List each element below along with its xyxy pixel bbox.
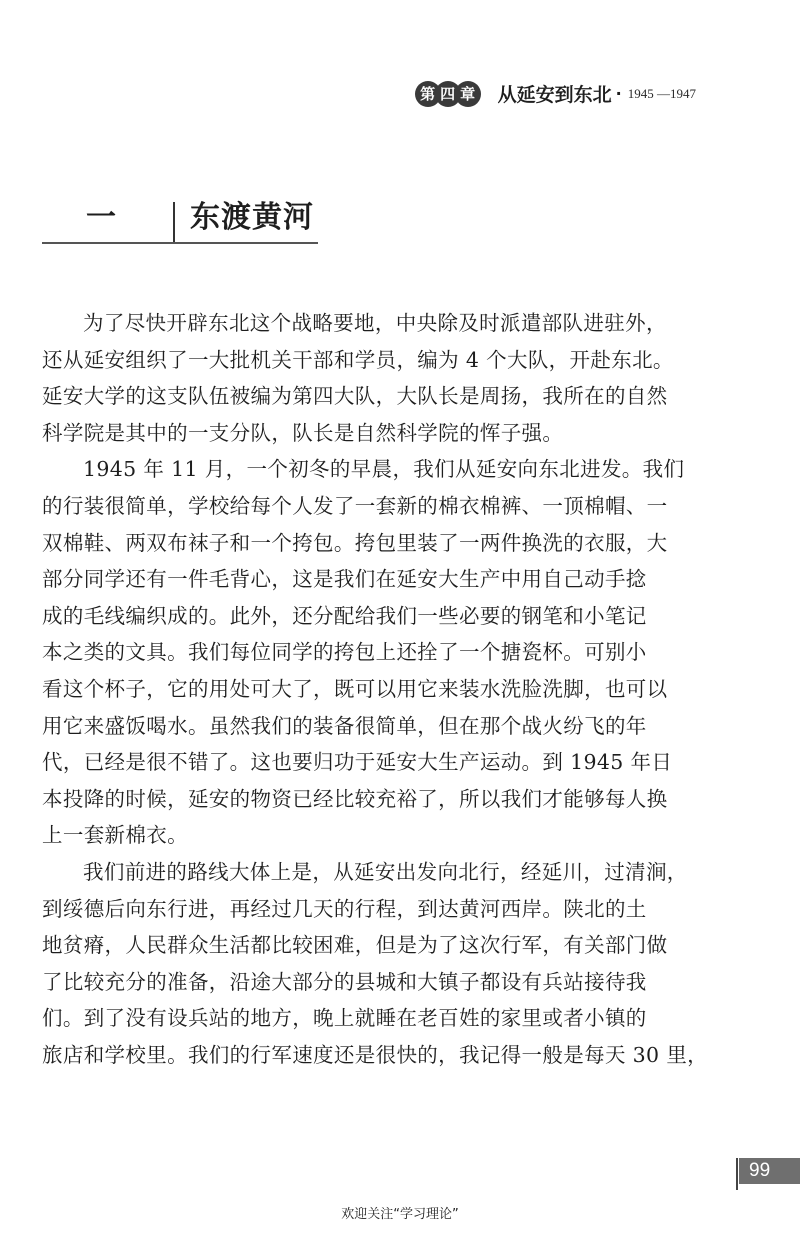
text-line: 延安大学的这支队伍被编为第四大队，大队长是周扬，我所在的自然 [42, 384, 668, 409]
text-line: 的行装很简单，学校给每个人发了一套新的棉衣棉裤、一顶棉帽、一 [42, 493, 668, 518]
footer-text: 欢迎关注“学习理论” [341, 1207, 459, 1222]
section-divider [173, 202, 175, 242]
chapter-years: 1945 —1947 [627, 85, 696, 101]
text-line: 为了尽快开辟东北这个战略要地，中央除及时派遣部队进驻外， [83, 311, 667, 335]
text-line: 了比较充分的准备，沿途大部分的县城和大镇子都设有兵站接待我 [42, 969, 647, 994]
text-line: 我们前进的路线大体上是，从延安出发向北行，经延川，过清涧， [83, 859, 688, 884]
text-line: 本之类的文具。我们每位同学的挎包上还拴了一个搪瓷杯。可别小 [42, 640, 647, 665]
chapter-badge-char: 四 [436, 82, 460, 106]
text-line: 看这个杯子，它的用处可大了，既可以用它来装水洗脸洗脚，也可以 [42, 676, 668, 701]
text-line: 到绥德后向东行进，再经过几天的行程，到达黄河西岸。陕北的土 [42, 896, 647, 921]
chapter-badge-char: 第 [416, 82, 440, 106]
chapter-badge-char: 章 [456, 82, 480, 106]
paragraph [42, 854, 709, 1074]
text-line: 本投降的时候，延安的物资已经比较充裕了，所以我们才能够每人换 [42, 786, 668, 811]
text-line: 旅店和学校里。我们的行军速度还是很快的，我记得一般是每天 30 里， [42, 1042, 709, 1067]
page-number: 99 [739, 1158, 800, 1184]
text-line: 上一套新棉衣。 [42, 823, 188, 848]
section-number: 一 [86, 200, 116, 235]
section-heading [42, 198, 318, 244]
text-line: 代，已经是很不错了。这也要归功于延安大生产运动。到 1945 年日 [42, 750, 673, 775]
section-title: 东渡黄河 [190, 200, 314, 235]
paragraph [42, 451, 692, 854]
text-line: 还从延安组织了一大批机关干部和学员，编为 4 个大队，开赴东北。 [42, 347, 674, 372]
page-number-rule [736, 1158, 738, 1190]
text-line: 成的毛线编织成的。此外，还分配给我们一些必要的钢笔和小笔记 [42, 603, 647, 628]
chapter-badge [416, 82, 480, 106]
text-line: 们。到了没有设兵站的地方，晚上就睡在老百姓的家里或者小镇的 [42, 1006, 647, 1031]
text-line: 1945 年 11 月，一个初冬的早晨，我们从延安向东北进发。我们 [83, 457, 685, 482]
text-line: 地贫瘠，人民群众生活都比较困难，但是为了这次行军，有关部门做 [42, 933, 668, 958]
text-line: 用它来盛饭喝水。虽然我们的装备很简单，但在那个战火纷飞的年 [42, 713, 647, 738]
paragraph [42, 305, 692, 451]
text-line: 部分同学还有一件毛背心，这是我们在延安大生产中用自己动手捻 [42, 567, 647, 592]
text-line: 双棉鞋、两双布袜子和一个挎包。挎包里装了一两件换洗的衣服，大 [42, 530, 668, 555]
header-separator: · [615, 84, 622, 103]
chapter-title: 从延安到东北 [497, 84, 612, 106]
body-text [42, 305, 709, 1073]
running-header [416, 80, 696, 107]
text-line: 科学院是其中的一支分队，队长是自然科学院的恽子强。 [42, 420, 564, 445]
